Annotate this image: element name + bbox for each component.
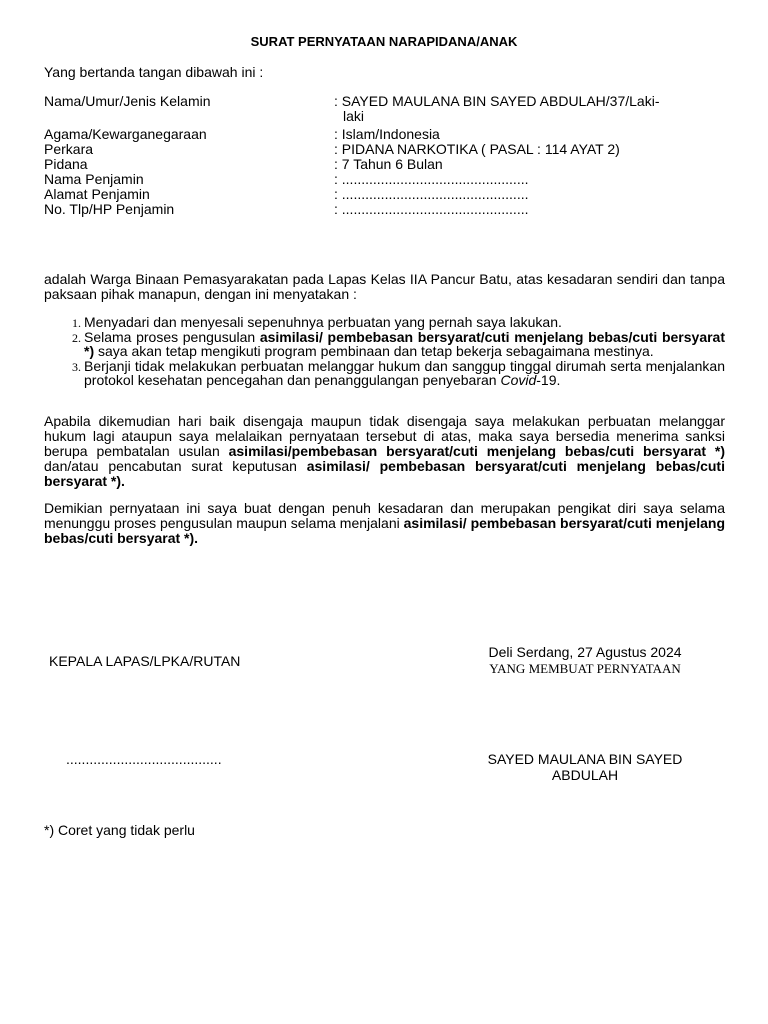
statement-list <box>44 315 725 388</box>
identity-value: : ................................................ <box>334 201 529 217</box>
identity-label: Pidana <box>44 156 88 172</box>
intro-text: Yang bertanda tangan dibawah ini : <box>44 64 264 80</box>
signer-name-line: ABDULAH <box>551 767 619 783</box>
signer-name-line: SAYED MAULANA BIN SAYED <box>487 751 683 767</box>
list-item: 3. Berjanji tidak melakukan perbuatan melanggar hukum dan sanggup tinggal dirumah serta menjalankan protokol kesehatan pencegahan dan penanggulangan penyebaran Covid-19. <box>84 359 725 387</box>
identity-value: : Islam/Indonesia <box>334 126 440 142</box>
list-item: 1. Menyadari dan menyesali sepenuhnya perbuatan yang pernah saya lakukan. <box>84 315 725 329</box>
identity-table <box>44 94 724 217</box>
list-item: 2. Selama proses pengusulan asimilasi/ pembebasan bersyarat/cuti menjelang bebas/cuti bersyarat *) saya akan tetap mengikuti program pembinaan dan tetap bekerja sebagaimana mestinya. <box>84 330 725 358</box>
paragraph-apabila: Apabila dikemudian hari baik disengaja maupun tidak disengaja saya melakukan perbuatan melanggar hukum lagi ataupun saya melalaikan pernyataan tersebut di atas, maka saya bersedia menerima sanksi berupa pembatalan usulan asimilasi/pembebasan bersyarat/cuti menjelang bebas/cuti bersyarat *) dan/atau pencabutan surat keputusan asimilasi/ pembebasan bersyarat/cuti menjelang bebas/cuti bersyarat *). <box>44 413 733 489</box>
identity-row <box>44 172 724 187</box>
identity-row <box>44 94 724 124</box>
identity-label: Agama/Kewarganegaraan <box>44 126 207 142</box>
identity-value: : ................................................ <box>334 171 529 187</box>
status-paragraph: adalah Warga Binaan Pemasyarakatan pada Lapas Kelas IIA Pancur Batu, atas kesadaran sendiri dan tanpa paksaan pihak manapun, dengan ini menyatakan : <box>44 271 725 302</box>
identity-value: : 7 Tahun 6 Bulan <box>334 156 443 172</box>
identity-label: Nama/Umur/Jenis Kelamin <box>44 93 211 109</box>
signer-name <box>440 751 730 783</box>
identity-row <box>44 157 724 172</box>
signature-left-placeholder: ........................................ <box>66 751 222 767</box>
identity-value-line: laki <box>343 108 365 124</box>
signature-right-title: YANG MEMBUAT PERNYATAAN <box>489 661 681 676</box>
identity-value-line: : SAYED MAULANA BIN SAYED ABDULAH/37/Laki- <box>334 93 660 109</box>
identity-value: : ................................................ <box>334 186 529 202</box>
identity-label: Alamat Penjamin <box>44 186 150 202</box>
identity-value <box>334 94 724 124</box>
footnote: *) Coret yang tidak perlu <box>44 822 195 838</box>
place-date: Deli Serdang, 27 Agustus 2024 <box>488 644 682 660</box>
identity-label: Nama Penjamin <box>44 171 144 187</box>
signature-left-title: KEPALA LAPAS/LPKA/RUTAN <box>49 653 241 669</box>
identity-row <box>44 127 724 142</box>
identity-row <box>44 142 724 157</box>
identity-row <box>44 202 724 217</box>
identity-label: Perkara <box>44 141 94 157</box>
identity-value: : PIDANA NARKOTIKA ( PASAL : 114 AYAT 2) <box>334 141 620 157</box>
paragraph-demikian: Demikian pernyataan ini saya buat dengan penuh kesadaran dan merupakan pengikat diri saya selama menunggu proses pengusulan maupun selama menjalani asimilasi/ pembebasan bersyarat/cuti menjelang bebas/cuti bersyarat *). <box>44 500 726 546</box>
document-title: SURAT PERNYATAAN NARAPIDANA/ANAK <box>250 34 518 49</box>
identity-label: No. Tlp/HP Penjamin <box>44 201 175 217</box>
identity-row <box>44 187 724 202</box>
